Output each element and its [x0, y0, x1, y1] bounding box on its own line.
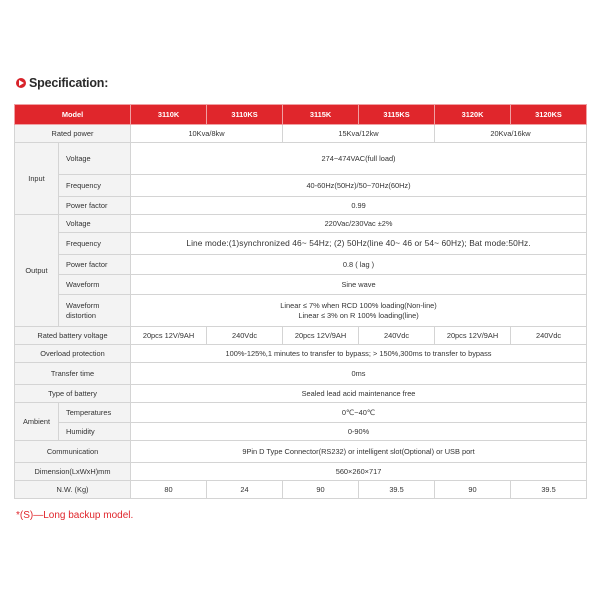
communication-value: 9Pin D Type Connector(RS232) or intelligent slot(Optional) or USB port	[131, 441, 587, 463]
spec-table	[14, 104, 587, 499]
rated-power-label: Rated power	[15, 125, 131, 143]
net-weight-value-2: 24	[207, 481, 283, 499]
output-frequency-label: Frequency	[59, 233, 131, 255]
communication-row	[15, 441, 587, 463]
output-waveform-label: Waveform	[59, 275, 131, 295]
input-voltage-row	[15, 143, 587, 175]
rated-battery-voltage-value-3: 20pcs 12V/9AH	[283, 327, 359, 345]
input-voltage-value: 274~474VAC(full load)	[131, 143, 587, 175]
transfer-time-label: Transfer time	[15, 363, 131, 385]
input-group-label: Input	[15, 143, 59, 215]
input-voltage-label: Voltage	[59, 143, 131, 175]
output-frequency-row	[15, 233, 587, 255]
output-voltage-value: 220Vac/230Vac ±2%	[131, 215, 587, 233]
type-of-battery-value: Sealed lead acid maintenance free	[131, 385, 587, 403]
output-voltage-label: Voltage	[59, 215, 131, 233]
header-model-3: 3115K	[283, 105, 359, 125]
output-frequency-value: Line mode:(1)synchronized 46~ 54Hz; (2) 50Hz(line 40~ 46 or 54~ 60Hz); Bat mode:50Hz.	[131, 233, 587, 255]
spec-heading	[16, 76, 108, 90]
type-of-battery-row	[15, 385, 587, 403]
rated-battery-voltage-row	[15, 327, 587, 345]
ambient-group-label: Ambient	[15, 403, 59, 441]
waveform-distortion-value-line2: Linear ≤ 3% on R 100% loading(line)	[298, 310, 419, 320]
overload-protection-row	[15, 345, 587, 363]
ambient-temperatures-label: Temperatures	[59, 403, 131, 423]
transfer-time-row	[15, 363, 587, 385]
play-bullet-icon	[16, 78, 26, 88]
header-model-4: 3115KS	[359, 105, 435, 125]
ambient-humidity-row	[15, 423, 587, 441]
output-waveform-distortion-value	[131, 295, 587, 327]
net-weight-row	[15, 481, 587, 499]
net-weight-value-4: 39.5	[359, 481, 435, 499]
net-weight-value-5: 90	[435, 481, 511, 499]
ambient-temperatures-row	[15, 403, 587, 423]
header-model-2: 3110KS	[207, 105, 283, 125]
output-group-label: Output	[15, 215, 59, 327]
input-power-factor-value: 0.99	[131, 197, 587, 215]
rated-battery-voltage-value-1: 20pcs 12V/9AH	[131, 327, 207, 345]
header-model-6: 3120KS	[511, 105, 587, 125]
spec-heading-text: Specification:	[29, 76, 109, 90]
rated-power-value-1: 10Kva/8kw	[131, 125, 283, 143]
input-frequency-value: 40-60Hz(50Hz)/50~70Hz(60Hz)	[131, 175, 587, 197]
output-waveform-distortion-label	[59, 295, 131, 327]
overload-protection-value: 100%-125%,1 minutes to transfer to bypass; > 150%,300ms to transfer to bypass	[131, 345, 587, 363]
output-waveform-value: Sine wave	[131, 275, 587, 295]
input-frequency-label: Frequency	[59, 175, 131, 197]
communication-label: Communication	[15, 441, 131, 463]
input-power-factor-label: Power factor	[59, 197, 131, 215]
rated-battery-voltage-value-5: 20pcs 12V/9AH	[435, 327, 511, 345]
waveform-distortion-label-line1: Waveform	[66, 301, 100, 311]
rated-power-value-2: 15Kva/12kw	[283, 125, 435, 143]
waveform-distortion-value-line1: Linear ≤ 7% when RCD 100% loading(Non-line)	[280, 301, 437, 311]
rated-battery-voltage-value-2: 240Vdc	[207, 327, 283, 345]
type-of-battery-label: Type of battery	[15, 385, 131, 403]
net-weight-label: N.W. (Kg)	[15, 481, 131, 499]
input-frequency-row	[15, 175, 587, 197]
rated-power-row	[15, 125, 587, 143]
rated-battery-voltage-value-4: 240Vdc	[359, 327, 435, 345]
input-power-factor-row	[15, 197, 587, 215]
footnote: *(S)—Long backup model.	[16, 510, 134, 521]
output-waveform-distortion-row	[15, 295, 587, 327]
ambient-temperatures-value: 0℃~40℃	[131, 403, 587, 423]
rated-battery-voltage-value-6: 240Vdc	[511, 327, 587, 345]
net-weight-value-6: 39.5	[511, 481, 587, 499]
waveform-distortion-label-line2: distortion	[66, 310, 96, 320]
output-waveform-row	[15, 275, 587, 295]
rated-power-value-3: 20Kva/16kw	[435, 125, 587, 143]
header-model-5: 3120K	[435, 105, 511, 125]
ambient-humidity-value: 0-90%	[131, 423, 587, 441]
dimension-row	[15, 463, 587, 481]
output-power-factor-label: Power factor	[59, 255, 131, 275]
output-voltage-row	[15, 215, 587, 233]
dimension-value: 560×260×717	[131, 463, 587, 481]
dimension-label: Dimension(LxWxH)mm	[15, 463, 131, 481]
header-row	[15, 105, 587, 125]
net-weight-value-3: 90	[283, 481, 359, 499]
net-weight-value-1: 80	[131, 481, 207, 499]
transfer-time-value: 0ms	[131, 363, 587, 385]
header-model: Model	[15, 105, 131, 125]
overload-protection-label: Overload protection	[15, 345, 131, 363]
ambient-humidity-label: Humidity	[59, 423, 131, 441]
output-power-factor-row	[15, 255, 587, 275]
header-model-1: 3110K	[131, 105, 207, 125]
rated-battery-voltage-label: Rated battery voltage	[15, 327, 131, 345]
output-power-factor-value: 0.8 ( lag )	[131, 255, 587, 275]
